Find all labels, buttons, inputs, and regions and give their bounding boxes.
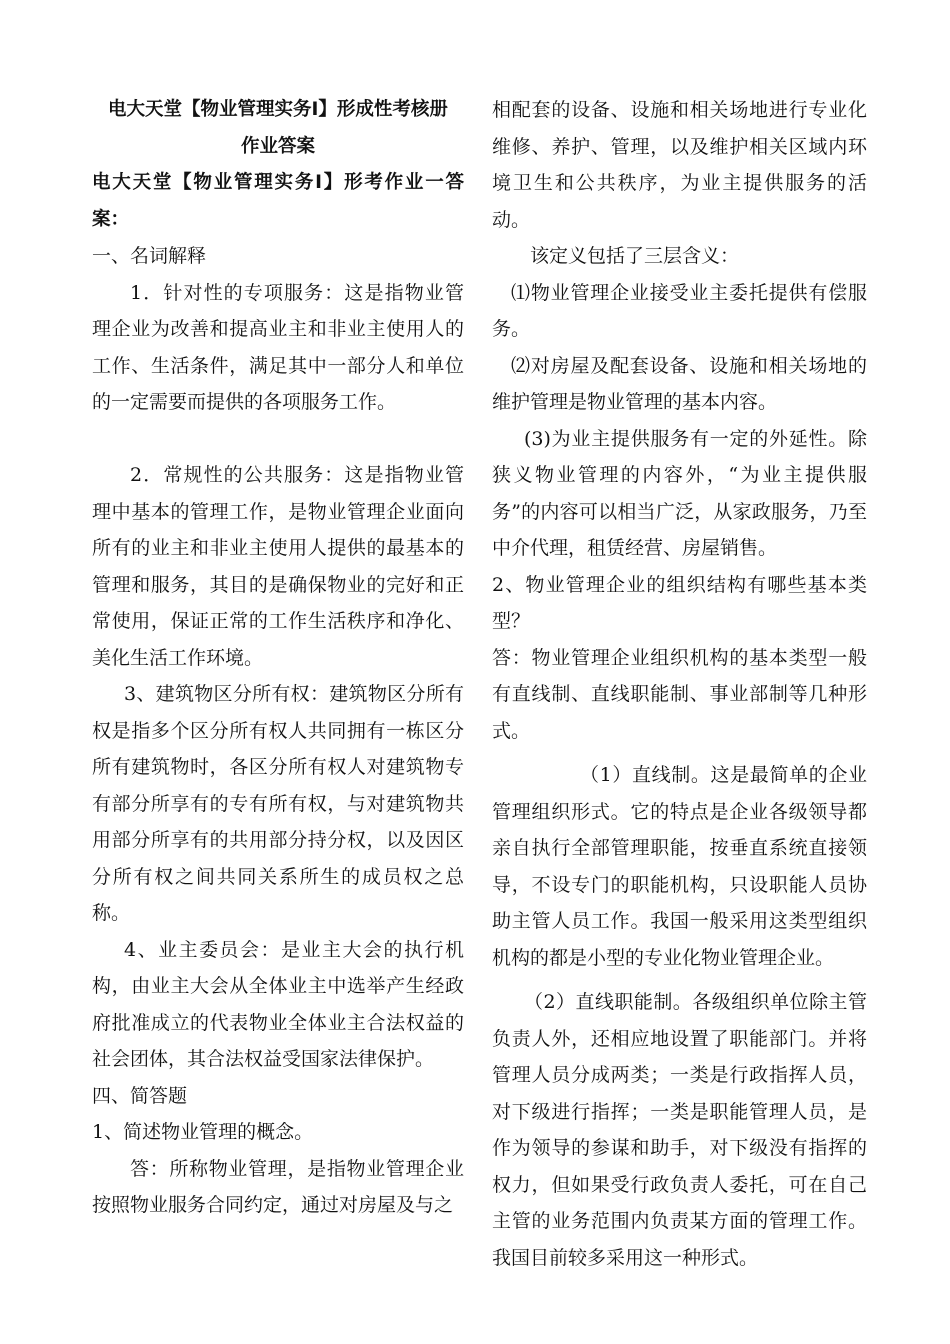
document-subtitle: 电大天堂【物业管理实务Ⅰ】形考作业一答案： xyxy=(92,172,464,230)
term-item-4: 4、业主委员会：是业主大会的执行机构，由业主大会从全体业主中选举产生经政府批准成立的代表物业全体业主合法权益的社会团体，其合法权益受国家法律保护。 xyxy=(92,938,464,1070)
document-title-line1: 电大天堂【物业管理实务Ⅰ】形成性考核册 xyxy=(108,99,448,120)
term-item-1: 1．针对性的专项服务：这是指物业管理企业为改善和提高业主和非业主使用人的工作、生活条件，满足其中一部分人和单位的一定需要而提供的各项服务工作。 xyxy=(92,281,464,413)
answer-1-continued: 相配套的设备、设施和相关场地进行专业化维修、养护、管理，以及维护相关区域内环境卫生和公共秩序，为业主提供服务的活动。 xyxy=(492,99,867,231)
question-1: 1、简述物业管理的概念。 xyxy=(92,1121,314,1143)
blank-line xyxy=(92,421,464,458)
section-heading-short-answer: 四、简答题 xyxy=(92,1084,188,1107)
answer-2: 答：物业管理企业组织机构的基本类型一般有直线制、直线职能制、事业部制等几种形式。 xyxy=(492,646,867,742)
section-heading-terms: 一、名词解释 xyxy=(92,245,207,267)
right-column xyxy=(492,92,867,1276)
document-title-line2: 作业答案 xyxy=(240,135,315,157)
org-type-1: （1）直线制。这是最简单的企业管理组织形式。它的特点是企业各级领导都亲自执行全部管理职能，按垂直系统直接领导，不设专门的职能机构，只设职能人员协助主管人员工作。我国一般采用这类型组织机构的都是小型的专业化物业管理企业。 xyxy=(492,764,867,969)
definition-intro: 该定义包括了三层含义： xyxy=(530,245,740,267)
definition-point-2: ⑵对房屋及配套设备、设施和相关场地的维护管理是物业管理的基本内容。 xyxy=(492,354,867,413)
term-item-3: 3、建筑物区分所有权：建筑物区分所有权是指多个区分所有权人共同拥有一栋区分所有建筑物时，各区分所有权人对建筑物专有部分所享有的专有所有权，与对建筑物共用部分所享有的共用部分持分权，以及因区分所有权之间共同关系所生的成员权之总称。 xyxy=(92,683,464,924)
term-item-2: 2．常规性的公共服务：这是指物业管理中基本的管理工作，是物业管理企业面向所有的业主和非业主使用人提供的最基本的管理和服务，其目的是确保物业的完好和正常使用，保证正常的工作生活秩序和净化、美化生活工作环境。 xyxy=(92,464,464,669)
question-2: 2、物业管理企业的组织结构有哪些基本类型？ xyxy=(492,573,867,632)
org-type-2: （2）直线职能制。各级组织单位除主管负责人外，还相应地设置了职能部门。并将管理人员分成两类；一类是行政指挥人员，对下级进行指挥；一类是职能管理人员，是作为领导的参谋和助手，对下级没有指挥的权力，但如果受行政负责人委托，可在自己主管的业务范围内负责某方面的管理工作。我国目前较多采用这一种形式。 xyxy=(492,991,867,1269)
left-column xyxy=(92,92,464,1224)
definition-point-1: ⑴物业管理企业接受业主委托提供有偿服务。 xyxy=(492,281,867,340)
answer-1-start: 答：所称物业管理，是指物业管理企业按照物业服务合同约定，通过对房屋及与之 xyxy=(92,1157,464,1216)
definition-point-3: (3)为业主提供服务有一定的外延性。除狭义物业管理的内容外，“为业主提供服务”的内容可以相当广泛，从家政服务，乃至中介代理，租赁经营、房屋销售。 xyxy=(492,427,867,559)
